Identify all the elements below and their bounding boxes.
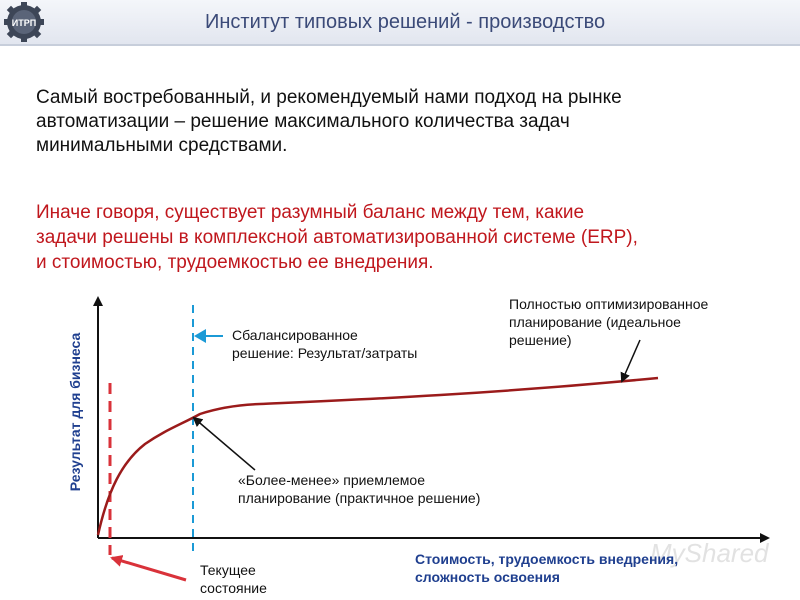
emphasis-line-3: и стоимостью, трудоемкостью ее внедрения. <box>36 252 434 273</box>
logo-text: ИТРП <box>11 18 37 28</box>
current-label-line-1: Текущее <box>200 562 256 578</box>
intro-line-3: минимальными средствами. <box>36 135 288 156</box>
emphasis-line-2: задачи решены в комплексной автоматизированной системе (ERP), <box>36 227 638 248</box>
intro-line-1: Самый востребованный, и рекомендуемый нами подход на рынке <box>36 87 622 108</box>
x-axis-title <box>415 550 678 586</box>
optimized-label-line-3: решение) <box>509 332 572 348</box>
optimized-label-line-2: планирование (идеальное <box>509 314 681 330</box>
optimized-label-line-1: Полностью оптимизированное <box>509 296 709 312</box>
current-state-label <box>200 561 267 597</box>
balanced-label-line-1: Сбалансированное <box>232 327 358 343</box>
optimized-solution-label <box>509 295 708 349</box>
y-axis-title: Результат для бизнеса <box>67 332 83 492</box>
current-label-line-2: состояние <box>200 580 267 596</box>
emphasis-line-1: Иначе говоря, существует разумный баланс между тем, какие <box>36 202 585 223</box>
balanced-solution-label <box>232 326 417 362</box>
intro-line-2: автоматизации – решение максимального количества задач <box>36 111 570 132</box>
x-axis-title-line-1: Стоимость, трудоемкость внедрения, <box>415 551 679 567</box>
practical-pointer-arrow <box>194 418 255 470</box>
balanced-label-line-2: решение: Результат/затраты <box>232 345 418 361</box>
current-state-pointer-arrow <box>112 558 186 580</box>
watermark: MyShared <box>650 538 769 568</box>
practical-label-line-2: планирование (практичное решение) <box>238 490 481 506</box>
practical-solution-label <box>238 471 480 507</box>
practical-label-line-1: «Более-менее» приемлемое <box>238 472 425 488</box>
result-cost-curve <box>98 378 658 535</box>
page-title: Институт типовых решений - производство <box>205 11 606 33</box>
x-axis-title-line-2: сложность освоения <box>415 569 560 585</box>
